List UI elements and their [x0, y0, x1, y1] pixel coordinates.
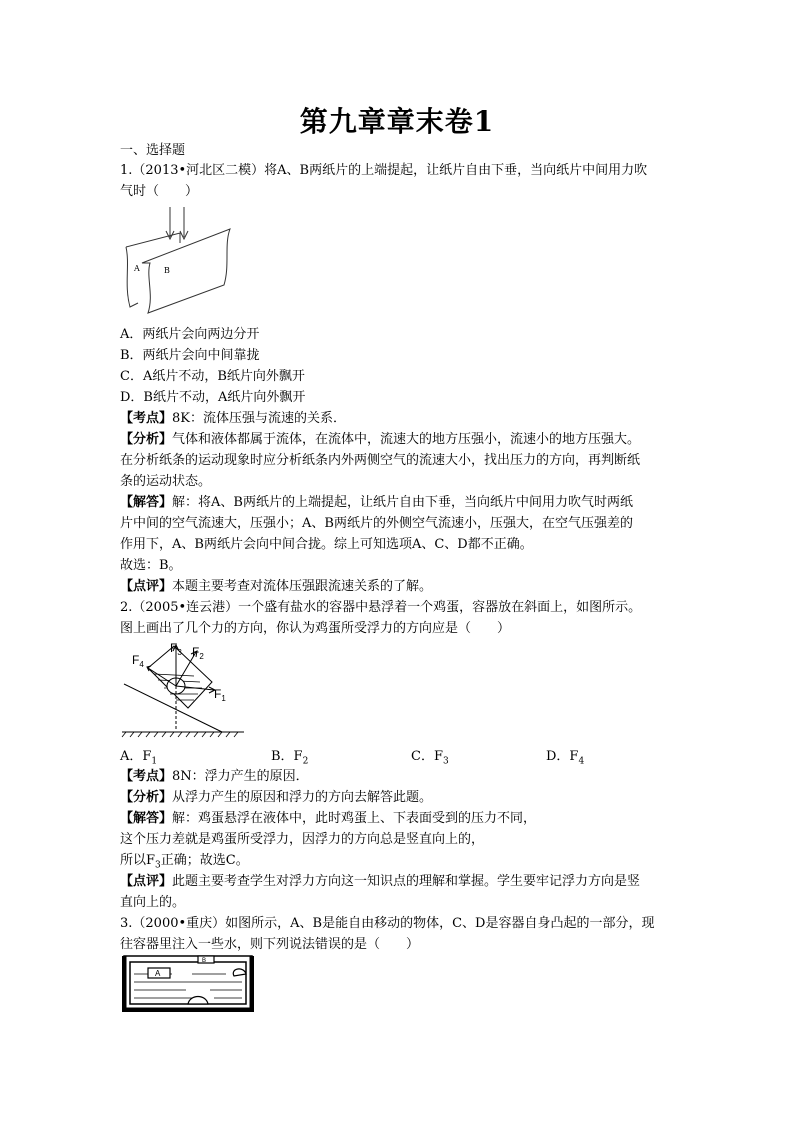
q1-paper-figure — [118, 205, 248, 320]
q2-kaodian-tag: 【考点】 — [120, 769, 173, 784]
q1-option-b: B．两纸片会向中间靠拢 — [120, 348, 260, 363]
q2-jieda-line3: 所以$F_3$正确；故选C。 — [120, 853, 249, 871]
q1-jieda-text1: 解：将A、B两纸片的上端提起，让纸片自由下垂，当向纸片中间用力吹气时两纸 — [172, 495, 633, 510]
q1-jieda-line1 — [120, 492, 633, 513]
q1-option-c: C．A纸片不动，B纸片向外飘开 — [120, 369, 305, 384]
q3-fig-label-b: B — [202, 958, 207, 964]
q1-stem-line1: 1.（2013•河北区二模）将A、B两纸片的上端提起，让纸片自由下垂，当向纸片中间用力吹 — [120, 163, 648, 178]
q1-fenxi-text1: 气体和液体都属于流体，在流体中，流速大的地方压强小，流速小的地方压强大。 — [172, 432, 641, 447]
q1-answer: 故选：B。 — [120, 558, 182, 573]
q1-kaodian-text: 8K：流体压强与流速的关系． — [172, 411, 346, 426]
q2-jieda-tag: 【解答】 — [120, 811, 173, 826]
q1-fig-label-a: A — [134, 264, 140, 273]
q2-jieda-text1: 解：鸡蛋悬浮在液体中，此时鸡蛋上、下表面受到的压力不同， — [172, 811, 537, 826]
q1-option-a: A．两纸片会向两边分开 — [120, 327, 260, 342]
q2-stem-line2: 图上画出了几个力的方向，你认为鸡蛋所受浮力的方向应是（ ） — [120, 621, 511, 636]
q2-fig-label-f1: $F_1$ — [214, 687, 226, 703]
q2-option-c: C．$F_3$ — [411, 749, 449, 767]
q1-stem-line2: 气时（ ） — [120, 184, 199, 199]
q1-fenxi-line1 — [120, 429, 640, 450]
q3-stem-line2: 往容器里注入一些水，则下列说法错误的是（ ） — [120, 937, 420, 952]
q1-fenxi-line3: 条的运动状态。 — [120, 474, 212, 489]
q2-fig-label-f4: $F_4$ — [132, 653, 144, 669]
q2-option-d: D．$F_4$ — [546, 749, 585, 767]
q2-option-a: A．$F_1$ — [120, 749, 158, 767]
q2-fenxi-text: 从浮力产生的原因和浮力的方向去解答此题。 — [172, 790, 433, 805]
q1-fenxi-tag: 【分析】 — [120, 432, 173, 447]
q2-stem-line1: 2.（2005•连云港）一个盛有盐水的容器中悬浮着一个鸡蛋，容器放在斜面上，如图所示。 — [120, 600, 642, 615]
q1-option-d: D．B纸片不动，A纸片向外飘开 — [120, 390, 306, 405]
q3-container-figure — [122, 954, 254, 1012]
q2-incline-figure — [118, 638, 248, 738]
q2-dianping-tag: 【点评】 — [120, 874, 173, 889]
q2-fenxi — [120, 787, 432, 808]
q1-kaodian-tag: 【考点】 — [120, 411, 173, 426]
q2-kaodian — [120, 766, 309, 787]
q2-kaodian-text: 8N：浮力产生的原因． — [172, 769, 309, 784]
q2-jieda-line1 — [120, 808, 536, 829]
q2-fig-label-f3: $F_3$ — [170, 641, 182, 657]
q2-option-b: B．$F_2$ — [271, 749, 309, 767]
q3-fig-label-a: A — [155, 969, 161, 978]
q3-stem-line1: 3.（2000•重庆）如图所示，A、B是能自由移动的物体，C、D是容器自身凸起的一部分，现 — [120, 916, 655, 931]
q1-dianping-text: 本题主要考查对流体压强跟流速关系的了解。 — [172, 579, 433, 594]
q1-dianping — [120, 576, 432, 597]
q1-jieda-tag: 【解答】 — [120, 495, 173, 510]
q1-jieda-line3: 作用下，A、B两纸片会向中间合拢。综上可知选项A、C、D都不正确。 — [120, 537, 533, 552]
q2-dianping-text1: 此题主要考查学生对浮力方向这一知识点的理解和掌握。学生要牢记浮力方向是竖 — [172, 874, 641, 889]
q1-kaodian — [120, 408, 346, 429]
q2-fig-label-f2: $F_2$ — [192, 645, 204, 661]
q2-jieda-line2: 这个压力差就是鸡蛋所受浮力，因浮力的方向总是竖直向上的， — [120, 832, 485, 847]
q1-dianping-tag: 【点评】 — [120, 579, 173, 594]
q1-fenxi-line2: 在分析纸条的运动现象时应分析纸条内外两侧空气的流速大小，找出压力的方向，再判断纸 — [120, 453, 641, 468]
q1-fig-label-b: B — [164, 266, 170, 275]
q2-fenxi-tag: 【分析】 — [120, 790, 173, 805]
q2-dianping-line2: 直向上的。 — [120, 895, 186, 910]
page-title: 第九章章末卷1 — [299, 105, 495, 138]
q1-jieda-line2: 片中间的空气流速大，压强小；A、B两纸片的外侧空气流速小，压强大，在空气压强差的 — [120, 516, 633, 531]
q2-dianping-line1 — [120, 871, 640, 892]
section-heading: 一、选择题 — [120, 143, 186, 158]
